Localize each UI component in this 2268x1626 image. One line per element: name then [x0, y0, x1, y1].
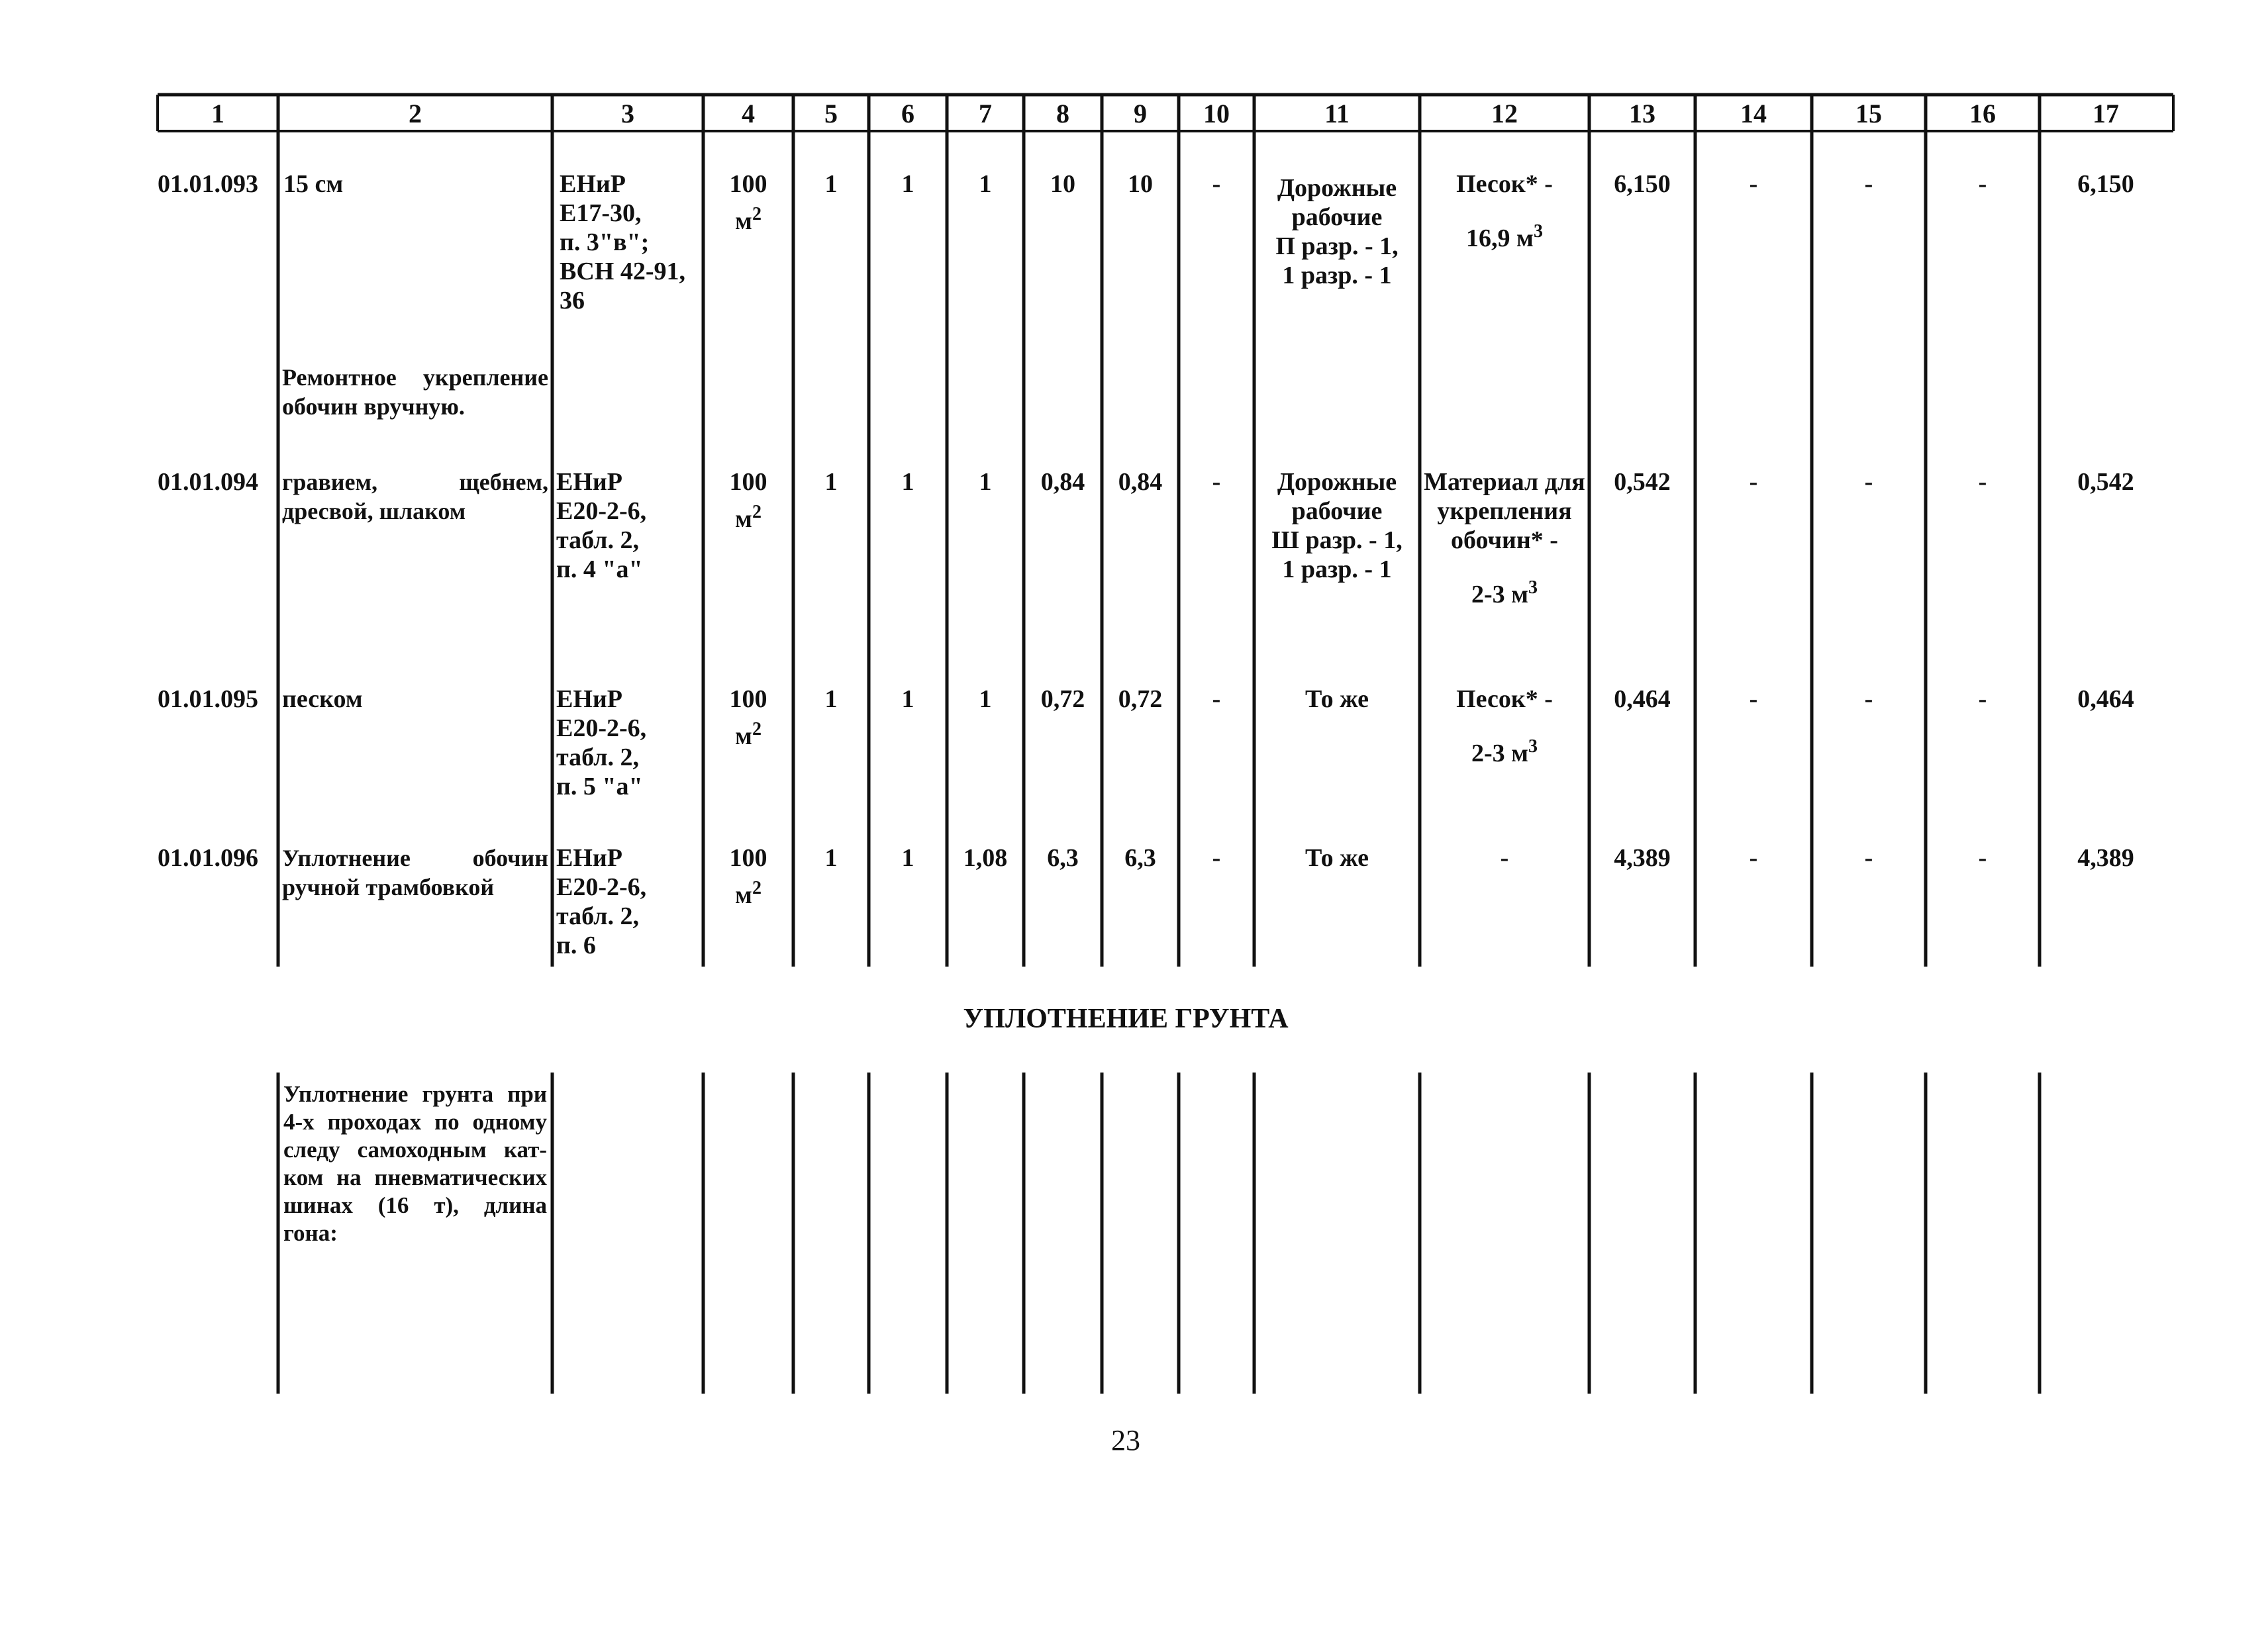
row-workers: То же: [1305, 685, 1369, 713]
row-code: 01.01.093: [158, 170, 258, 198]
row-col-8: 0,84: [1040, 468, 1085, 496]
row-name: гравием, щебнем, дресвой, шлаком: [282, 469, 548, 524]
header-col-16: 16: [1969, 99, 1996, 128]
row-norm: ЕНиР Е17-30, п. 3"в"; ВСН 42-91, 36: [560, 170, 685, 314]
row-col-5: 1: [824, 844, 838, 872]
row-material-qty: 16,9 $м^3$: [1466, 221, 1543, 252]
row-col-13: 4,389: [1614, 844, 1671, 872]
header-col-10: 10: [1203, 99, 1230, 128]
row-col-16: -: [1978, 844, 1987, 872]
header-col-7: 7: [979, 99, 992, 128]
row-code: 01.01.095: [158, 685, 258, 713]
row-col-9: 10: [1128, 170, 1153, 198]
row-col-13: 0,464: [1614, 685, 1671, 713]
header-col-6: 6: [901, 99, 914, 128]
row-col-15: -: [1864, 685, 1873, 713]
row-name: Уплотнение обочин ручной трамбовкой: [282, 845, 548, 900]
header-col-5: 5: [824, 99, 838, 128]
page-number: 23: [1111, 1424, 1140, 1457]
row-col-5: 1: [824, 170, 838, 198]
row-norm: ЕНиР Е20-2-6, табл. 2, п. 4 "а": [556, 468, 647, 583]
row-col-7: 1: [979, 468, 992, 496]
section-text: Уплотнение грунта при 4-х проходах по одному следу самоходным кат- ком на пневматических шинах (16 т), длина гона:: [283, 1081, 547, 1246]
row-col-10: -: [1212, 844, 1221, 872]
row-col-5: 1: [824, 685, 838, 713]
row-unit: $м^2$: [735, 502, 762, 533]
row-col-8: 6,3: [1047, 844, 1079, 872]
row-col-14: -: [1749, 170, 1758, 198]
row-norm: ЕНиР Е20-2-6, табл. 2, п. 6: [556, 844, 647, 959]
row-col-14: -: [1749, 685, 1758, 713]
row-col-6: 1: [901, 844, 914, 872]
row-col-10: -: [1212, 685, 1221, 713]
row-col-10: -: [1212, 170, 1221, 198]
header-col-17: 17: [2093, 99, 2119, 128]
header-col-3: 3: [621, 99, 634, 128]
row-col-15: -: [1864, 468, 1873, 496]
row-col-16: -: [1978, 685, 1987, 713]
header-col-14: 14: [1740, 99, 1767, 128]
row-code: 01.01.094: [158, 468, 258, 496]
row-col-9: 0,72: [1118, 685, 1163, 713]
header-col-8: 8: [1056, 99, 1069, 128]
header-col-13: 13: [1629, 99, 1655, 128]
row-col-14: -: [1749, 468, 1758, 496]
header-col-11: 11: [1324, 99, 1350, 128]
row-col-9: 6,3: [1124, 844, 1156, 872]
row-norm: ЕНиР Е20-2-6, табл. 2, п. 5 "а": [556, 685, 647, 800]
header-col-12: 12: [1491, 99, 1518, 128]
row-material: -: [1500, 844, 1509, 872]
row-col-5: 1: [824, 468, 838, 496]
row-col-8: 0,72: [1040, 685, 1085, 713]
row-col-15: -: [1864, 844, 1873, 872]
group-title: Ремонтное укрепление обочин вручную.: [282, 364, 548, 420]
row-unit: $м^2$: [735, 204, 762, 235]
row-col-9: 0,84: [1118, 468, 1163, 496]
row-material: Песок* -: [1456, 685, 1553, 713]
row-material-qty: 2-3 $м^3$: [1471, 736, 1538, 767]
header-col-9: 9: [1134, 99, 1147, 128]
row-unit-number: 100: [729, 170, 767, 198]
row-unit: $м^2$: [735, 878, 762, 909]
row-workers: Дорожные рабочие Ш разр. - 1, 1 разр. - 1: [1271, 468, 1403, 583]
header-col-2: 2: [409, 99, 422, 128]
row-material-qty: 2-3 $м^3$: [1471, 577, 1538, 608]
row-unit-number: 100: [729, 468, 767, 496]
row-col-10: -: [1212, 468, 1221, 496]
row-col-6: 1: [901, 468, 914, 496]
row-name: песком: [282, 685, 363, 713]
row-col-6: 1: [901, 685, 914, 713]
row-col-7: 1: [979, 170, 992, 198]
row-workers: То же: [1305, 844, 1369, 872]
row-unit-number: 100: [729, 685, 767, 713]
row-col-7: 1,08: [963, 844, 1008, 872]
header-col-15: 15: [1855, 99, 1882, 128]
row-material: Материал для укрепления обочин* -: [1424, 468, 1585, 554]
row-unit: $м^2$: [735, 719, 762, 750]
row-col-15: -: [1864, 170, 1873, 198]
section-title: УПЛОТНЕНИЕ ГРУНТА: [963, 1004, 1289, 1034]
header-col-1: 1: [211, 99, 224, 128]
row-col-17: 0,464: [2077, 685, 2134, 713]
row-workers: Дорожные рабочие П разр. - 1, 1 разр. - 1: [1275, 174, 1399, 289]
row-name: 15 см: [283, 170, 344, 198]
row-unit-number: 100: [729, 844, 767, 872]
row-material: Песок* -: [1456, 170, 1553, 198]
row-col-7: 1: [979, 685, 992, 713]
row-col-16: -: [1978, 170, 1987, 198]
row-col-17: 6,150: [2077, 170, 2134, 198]
row-col-13: 0,542: [1614, 468, 1671, 496]
row-col-13: 6,150: [1614, 170, 1671, 198]
row-col-14: -: [1749, 844, 1758, 872]
header-col-4: 4: [742, 99, 755, 128]
row-col-17: 4,389: [2077, 844, 2134, 872]
row-col-8: 10: [1050, 170, 1075, 198]
row-col-6: 1: [901, 170, 914, 198]
row-col-16: -: [1978, 468, 1987, 496]
row-code: 01.01.096: [158, 844, 258, 872]
row-col-17: 0,542: [2077, 468, 2134, 496]
